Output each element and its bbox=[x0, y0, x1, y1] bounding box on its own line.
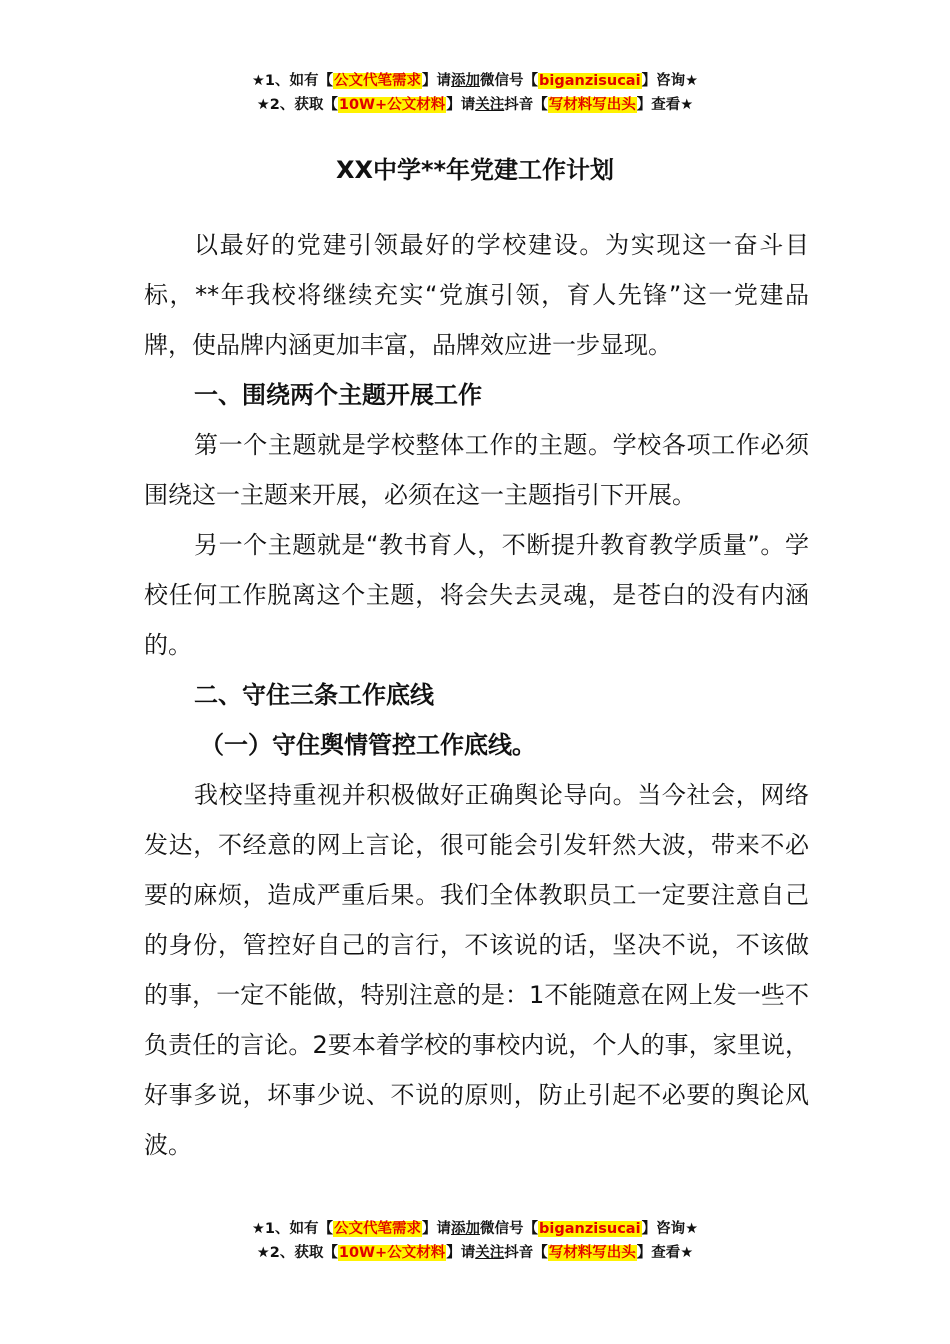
notice-text: 】请 bbox=[446, 97, 476, 113]
notice-highlight-materials: 10W+公文材料 bbox=[338, 97, 446, 113]
footer-notice bbox=[0, 1217, 950, 1265]
body-paragraph: 第一个主题就是学校整体工作的主题。学校各项工作必须围绕这一主题来开展，必须在这一主题指引下开展。 bbox=[144, 431, 809, 509]
notice-highlight-wechat-id: biganzisucai bbox=[539, 73, 641, 89]
notice-text: 】咨询★ bbox=[641, 73, 699, 89]
notice-highlight-service: 公文代笔需求 bbox=[334, 1221, 422, 1237]
notice-text: 抖音【 bbox=[504, 1245, 548, 1261]
section-heading-1: 一、围绕两个主题开展工作 bbox=[194, 381, 482, 409]
notice-text: 】查看★ bbox=[636, 1245, 694, 1261]
notice-highlight-douyin: 写材料写出头 bbox=[548, 1245, 636, 1261]
notice-underline-follow: 关注 bbox=[475, 1245, 505, 1261]
notice-line-2 bbox=[0, 1241, 950, 1265]
notice-text: 微信号【 bbox=[480, 1221, 539, 1237]
notice-text: ★1、如有【 bbox=[251, 73, 334, 89]
notice-text: 】请 bbox=[422, 1221, 452, 1237]
document-title: XX中学**年党建工作计划 bbox=[335, 156, 615, 184]
notice-highlight-wechat-id: biganzisucai bbox=[539, 1221, 641, 1237]
document-body bbox=[144, 220, 809, 1170]
notice-underline-add: 添加 bbox=[451, 73, 481, 89]
notice-highlight-douyin: 写材料写出头 bbox=[548, 97, 636, 113]
notice-underline-follow: 关注 bbox=[475, 97, 505, 113]
notice-text: 】咨询★ bbox=[641, 1221, 699, 1237]
notice-text: ★1、如有【 bbox=[251, 1221, 334, 1237]
notice-text: 抖音【 bbox=[504, 97, 548, 113]
notice-text: 】请 bbox=[446, 1245, 476, 1261]
notice-text: ★2、获取【 bbox=[256, 1245, 338, 1261]
header-notice bbox=[0, 69, 950, 117]
notice-text: ★2、获取【 bbox=[256, 97, 338, 113]
notice-line-1 bbox=[0, 1217, 950, 1241]
section-heading-2: 二、守住三条工作底线 bbox=[194, 681, 434, 709]
notice-line-1 bbox=[0, 69, 950, 93]
notice-underline-add: 添加 bbox=[451, 1221, 481, 1237]
intro-paragraph: 以最好的党建引领最好的学校建设。为实现这一奋斗目标，**年我校将继续充实“党旗引领，育人先锋”这一党建品牌，使品牌内涵更加丰富，品牌效应进一步显现。 bbox=[144, 231, 809, 359]
notice-highlight-service: 公文代笔需求 bbox=[334, 73, 422, 89]
notice-text: 微信号【 bbox=[480, 73, 539, 89]
notice-highlight-materials: 10W+公文材料 bbox=[338, 1245, 446, 1261]
subsection-heading-1: （一）守住舆情管控工作底线。 bbox=[200, 731, 536, 759]
notice-text: 】查看★ bbox=[636, 97, 694, 113]
body-paragraph: 我校坚持重视并积极做好正确舆论导向。当今社会，网络发达，不经意的网上言论，很可能会引发轩然大波，带来不必要的麻烦，造成严重后果。我们全体教职员工一定要注意自己的身份，管控好自己的言行，不该说的话，坚决不说，不该做的事，一定不能做，特别注意的是：1不能随意在网上发一些不负责任的言论。2要本着学校的事校内说，个人的事，家里说，好事多说，坏事少说、不说的原则，防止引起不必要的舆论风波。 bbox=[144, 781, 809, 1159]
notice-text: 】请 bbox=[422, 73, 452, 89]
notice-line-2 bbox=[0, 93, 950, 117]
body-paragraph: 另一个主题就是“教书育人，不断提升教育教学质量”。学校任何工作脱离这个主题，将会失去灵魂，是苍白的没有内涵的。 bbox=[144, 531, 809, 659]
